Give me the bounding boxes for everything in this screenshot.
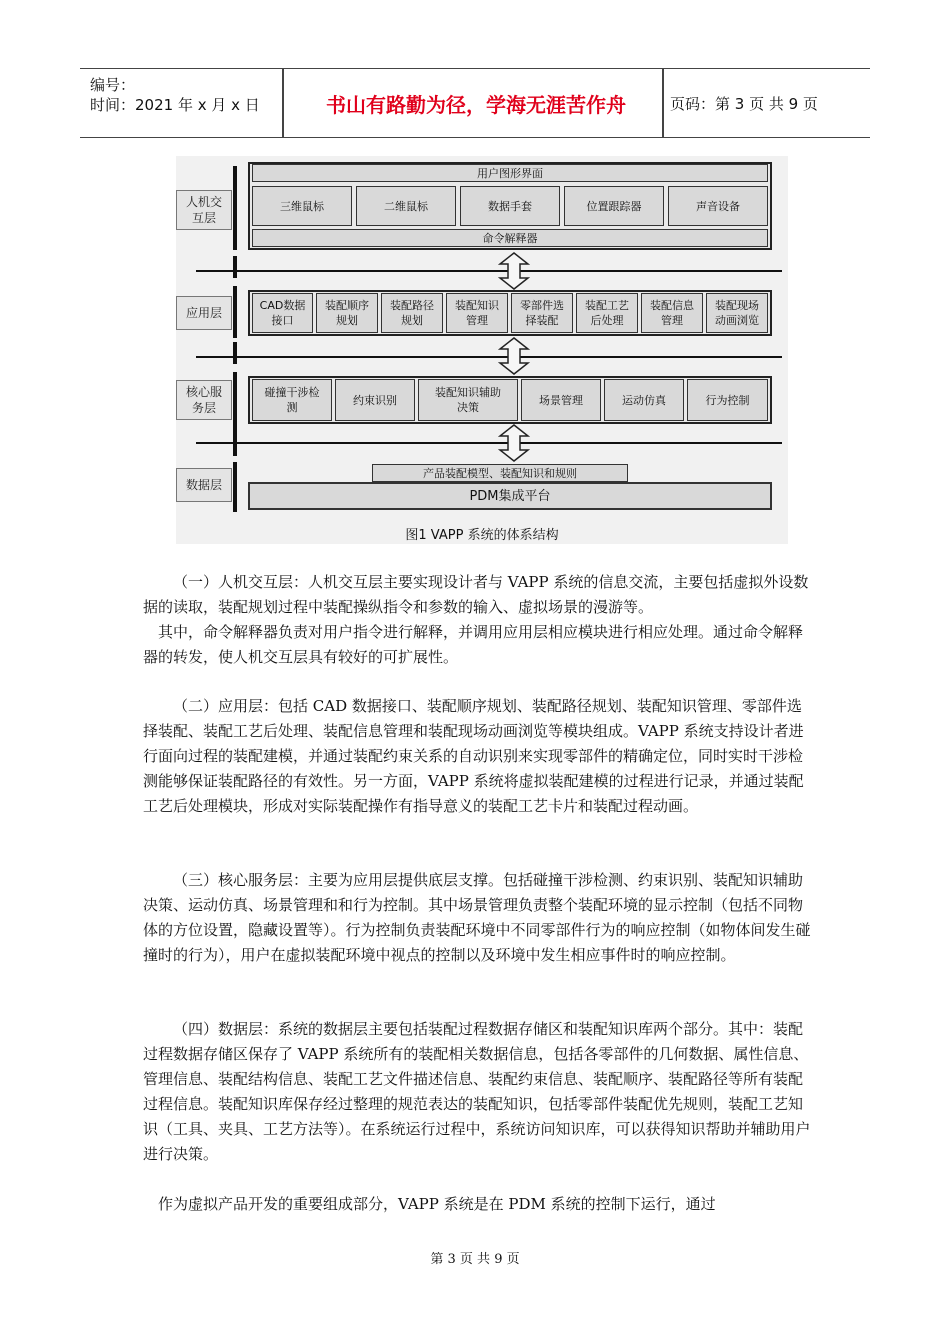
- device-box: 二维鼠标: [356, 186, 456, 226]
- layer-label-app: 应用层: [176, 296, 232, 330]
- gui-box: 用户图形界面: [252, 164, 768, 182]
- pdm-platform-box: PDM集成平台: [248, 482, 772, 510]
- layer-bar: [233, 462, 237, 512]
- core-module-box: 运动仿真: [604, 379, 684, 421]
- core-module-box: 行为控制: [687, 379, 768, 421]
- architecture-figure: [176, 156, 788, 544]
- layer-separator: [196, 442, 782, 444]
- core-module-box: 场景管理: [521, 379, 601, 421]
- app-module-box: 装配信息 管理: [641, 293, 703, 333]
- layer-bar: [233, 286, 237, 338]
- app-module-box: 装配知识 管理: [446, 293, 508, 333]
- figure-caption: 图1 VAPP 系统的体系结构: [405, 528, 559, 543]
- layer-separator: [196, 356, 782, 358]
- app-module-box: 装配顺序 规划: [316, 293, 378, 333]
- app-module-box: 装配工艺 后处理: [576, 293, 638, 333]
- paragraph-app: （二）应用层：包括 CAD 数据接口、装配顺序规划、装配路径规划、装配知识管理、零部件选择装配、装配工艺后处理、装配信息管理和装配现场动画浏览等模块组成。VAPP 系统支持设计者进行面向过程的装配建模，并通过装配约束关系的自动识别来实现零部件的精确定位，同时实时干涉检测能够保证装配路径的有效性。另一方面，VAPP 系统将虚拟装配建模的过程进行记录，并通过装配工艺后处理模块，形成对实际装配操作有指导意义的装配工艺卡片和装配过程动画。: [143, 697, 804, 815]
- layer-bar: [233, 256, 237, 278]
- app-module-box: 装配现场 动画浏览: [706, 293, 768, 333]
- layer-label-data: 数据层: [176, 468, 232, 502]
- core-module-box: 装配知识辅助 决策: [418, 379, 518, 421]
- app-module-box: 装配路径 规划: [381, 293, 443, 333]
- paragraph-data: （四）数据层：系统的数据层主要包括装配过程数据存储区和装配知识库两个部分。其中：装配过程数据存储区保存了 VAPP 系统所有的装配相关数据信息，包括各零部件的几何数据、属性信息、管理信息、装配结构信息、装配工艺文件描述信息、装配约束信息、装配顺序、装配路径等所有装配过程信息。装配知识库保存经过整理的规范表达的装配知识，包括零部件装配优先规则，装配工艺知识（工具、夹具、工艺方法等）。在系统运行过程中，系统访问知识库，可以获得知识帮助并辅助用户进行决策。: [143, 1020, 811, 1163]
- app-module-box: CAD数据 接口: [252, 293, 313, 333]
- double-arrow-icon: [498, 424, 530, 462]
- header-divider: [282, 69, 284, 137]
- app-module-box: 零部件选 择装配: [511, 293, 573, 333]
- paragraph-hci: （一）人机交互层：人机交互层主要实现设计者与 VAPP 系统的信息交流，主要包括虚拟外设数据的读取，装配规划过程中装配操纵指令和参数的输入、虚拟场景的漫游等。: [143, 573, 809, 616]
- device-box: 声音设备: [668, 186, 768, 226]
- device-box: 数据手套: [460, 186, 560, 226]
- header-page-info: 页码：第 3 页 共 9 页: [670, 94, 818, 113]
- core-module-box: 约束识别: [335, 379, 415, 421]
- layer-bar: [233, 342, 237, 364]
- command-interpreter-box: 命令解释器: [252, 229, 768, 247]
- layer-bar: [233, 166, 237, 250]
- page-header: [80, 68, 870, 138]
- date-label: 时间：2021 年 x 月 x 日: [90, 96, 260, 114]
- document-number-label: 编号：: [90, 76, 136, 94]
- layer-label-hci: 人机交 互层: [176, 190, 232, 230]
- layer-label-core: 核心服 务层: [176, 380, 232, 420]
- device-box: 三维鼠标: [252, 186, 352, 226]
- double-arrow-icon: [498, 252, 530, 290]
- header-motto: 书山有路勤为径，学海无涯苦作舟: [326, 92, 626, 117]
- header-meta: [80, 69, 282, 137]
- knowledge-box: 产品装配模型、装配知识和规则: [372, 464, 628, 482]
- paragraph-pdm: 作为虚拟产品开发的重要组成部分，VAPP 系统是在 PDM 系统的控制下运行，通过: [158, 1195, 716, 1213]
- paragraph-core: （三）核心服务层：主要为应用层提供底层支撑。包括碰撞干涉检测、约束识别、装配知识辅助决策、运动仿真、场景管理和和行为控制。其中场景管理负责整个装配环境的显示控制（包括不同物体的方位设置，隐藏设置等）。行为控制负责装配环境中不同零部件行为的响应控制（如物体间发生碰撞时的行为），用户在虚拟装配环境中视点的控制以及环境中发生相应事件时的响应控制。: [143, 871, 811, 964]
- layer-separator: [196, 270, 782, 272]
- device-box: 位置跟踪器: [564, 186, 664, 226]
- paragraph-command: 其中，命令解释器负责对用户指令进行解释，并调用应用层相应模块进行相应处理。通过命令解释器的转发，使人机交互层具有较好的可扩展性。: [143, 623, 804, 666]
- page-footer: 第 3 页 共 9 页: [430, 1252, 520, 1267]
- core-module-box: 碰撞干涉检 测: [252, 379, 332, 421]
- layer-bar: [233, 372, 237, 432]
- double-arrow-icon: [498, 337, 530, 375]
- header-divider: [662, 69, 664, 137]
